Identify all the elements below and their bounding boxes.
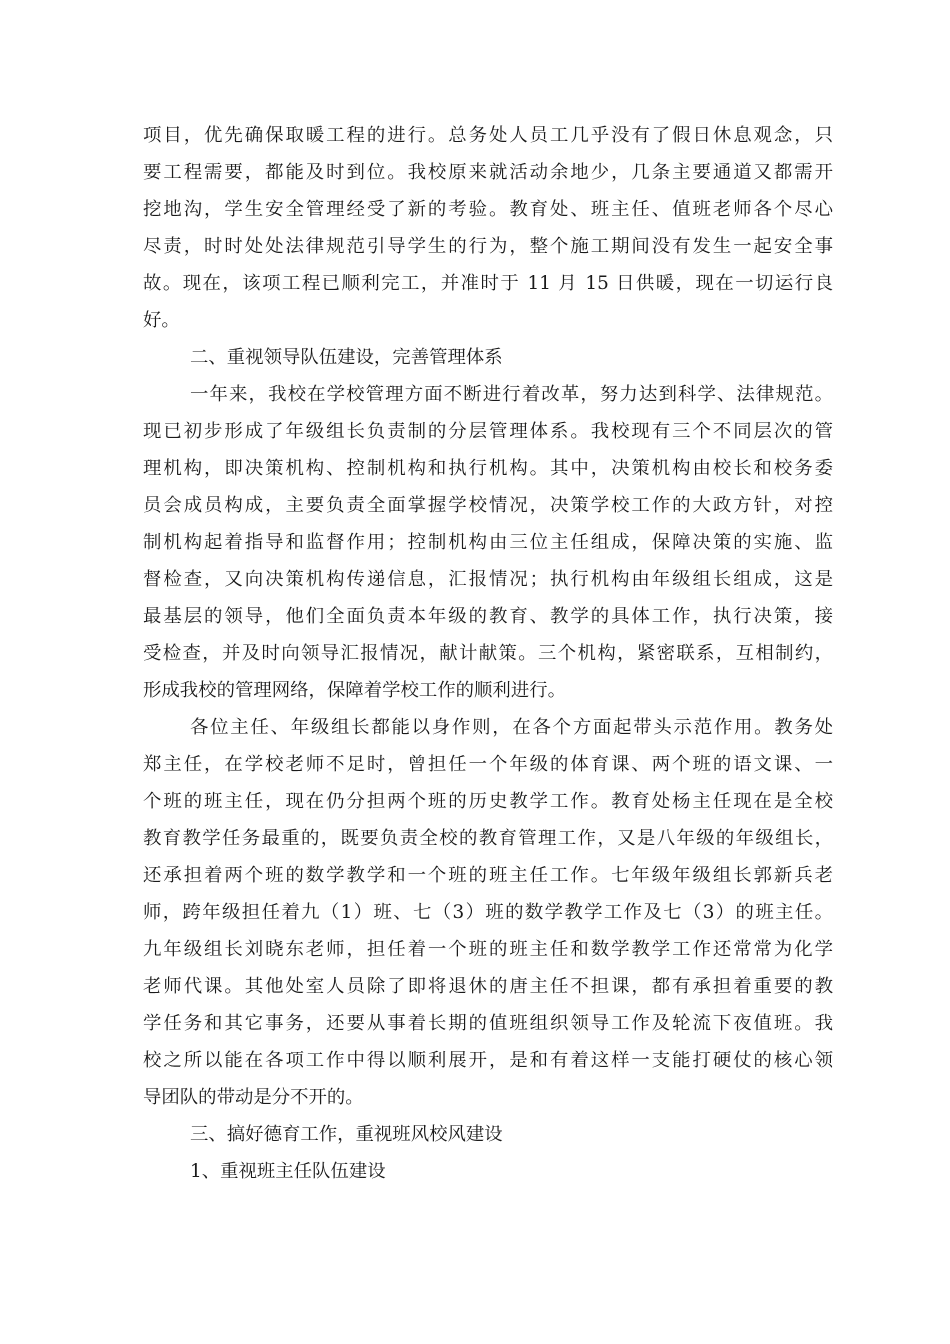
paragraph-line: 受检查，并及时向领导汇报情况，献计献策。三个机构，紧密联系，互相制约， <box>143 643 833 664</box>
subsection-heading: 1、重视班主任队伍建设 <box>190 1161 386 1182</box>
paragraph-line: 郑主任，在学校老师不足时，曾担任一个年级的体育课、两个班的语文课、一 <box>143 754 833 775</box>
paragraph-line: 督检查，又向决策机构传递信息，汇报情况；执行机构由年级组长组成，这是 <box>143 569 833 590</box>
paragraph-line: 老师代课。其他处室人员除了即将退休的唐主任不担课，都有承担着重要的教 <box>143 976 833 997</box>
section-heading: 三、搞好德育工作，重视班风校风建设 <box>190 1124 503 1145</box>
paragraph-line: 制机构起着指导和监督作用；控制机构由三位主任组成，保障决策的实施、监 <box>143 532 833 553</box>
paragraph-line: 项目，优先确保取暖工程的进行。总务处人员工几乎没有了假日休息观念，只 <box>143 125 833 146</box>
paragraph-line: 学任务和其它事务，还要从事着长期的值班组织领导工作及轮流下夜值班。我 <box>143 1013 833 1034</box>
paragraph-line: 要工程需要，都能及时到位。我校原来就活动余地少，几条主要通道又都需开 <box>143 162 833 183</box>
section-heading: 二、重视领导队伍建设，完善管理体系 <box>190 347 503 368</box>
paragraph-first-line: 各位主任、年级组长都能以身作则，在各个方面起带头示范作用。教务处 <box>190 717 833 738</box>
paragraph-line: 教育教学任务最重的，既要负责全校的教育管理工作，又是八年级的年级组长， <box>143 828 833 849</box>
paragraph-line: 好。 <box>143 310 180 331</box>
paragraph-line: 校之所以能在各项工作中得以顺利展开，是和有着这样一支能打硬仗的核心领 <box>143 1050 833 1071</box>
paragraph-line: 九年级组长刘晓东老师，担任着一个班的班主任和数学教学工作还常常为化学 <box>143 939 833 960</box>
paragraph-line: 挖地沟，学生安全管理经受了新的考验。教育处、班主任、值班老师各个尽心 <box>143 199 833 220</box>
paragraph-line: 员会成员构成，主要负责全面掌握学校情况，决策学校工作的大政方针，对控 <box>143 495 833 516</box>
paragraph-line: 故。现在，该项工程已顺利完工，并准时于 11 月 15 日供暖，现在一切运行良 <box>143 273 833 294</box>
paragraph-line: 尽责，时时处处法律规范引导学生的行为，整个施工期间没有发生一起安全事 <box>143 236 833 257</box>
paragraph-line: 现已初步形成了年级组长负责制的分层管理体系。我校现有三个不同层次的管 <box>143 421 833 442</box>
paragraph-first-line: 一年来，我校在学校管理方面不断进行着改革，努力达到科学、法律规范。 <box>190 384 833 405</box>
paragraph-line: 个班的班主任，现在仍分担两个班的历史教学工作。教育处杨主任现在是全校 <box>143 791 833 812</box>
paragraph-line: 导团队的带动是分不开的。 <box>143 1087 364 1108</box>
paragraph-line: 最基层的领导，他们全面负责本年级的教育、教学的具体工作，执行决策，接 <box>143 606 833 627</box>
paragraph-line: 理机构，即决策机构、控制机构和执行机构。其中，决策机构由校长和校务委 <box>143 458 833 479</box>
paragraph-line: 还承担着两个班的数学教学和一个班的班主任工作。七年级年级组长郭新兵老 <box>143 865 833 886</box>
paragraph-line: 形成我校的管理网络，保障着学校工作的顺利进行。 <box>143 680 566 701</box>
paragraph-line: 师，跨年级担任着九（1）班、七（3）班的数学教学工作及七（3）的班主任。 <box>143 902 833 923</box>
